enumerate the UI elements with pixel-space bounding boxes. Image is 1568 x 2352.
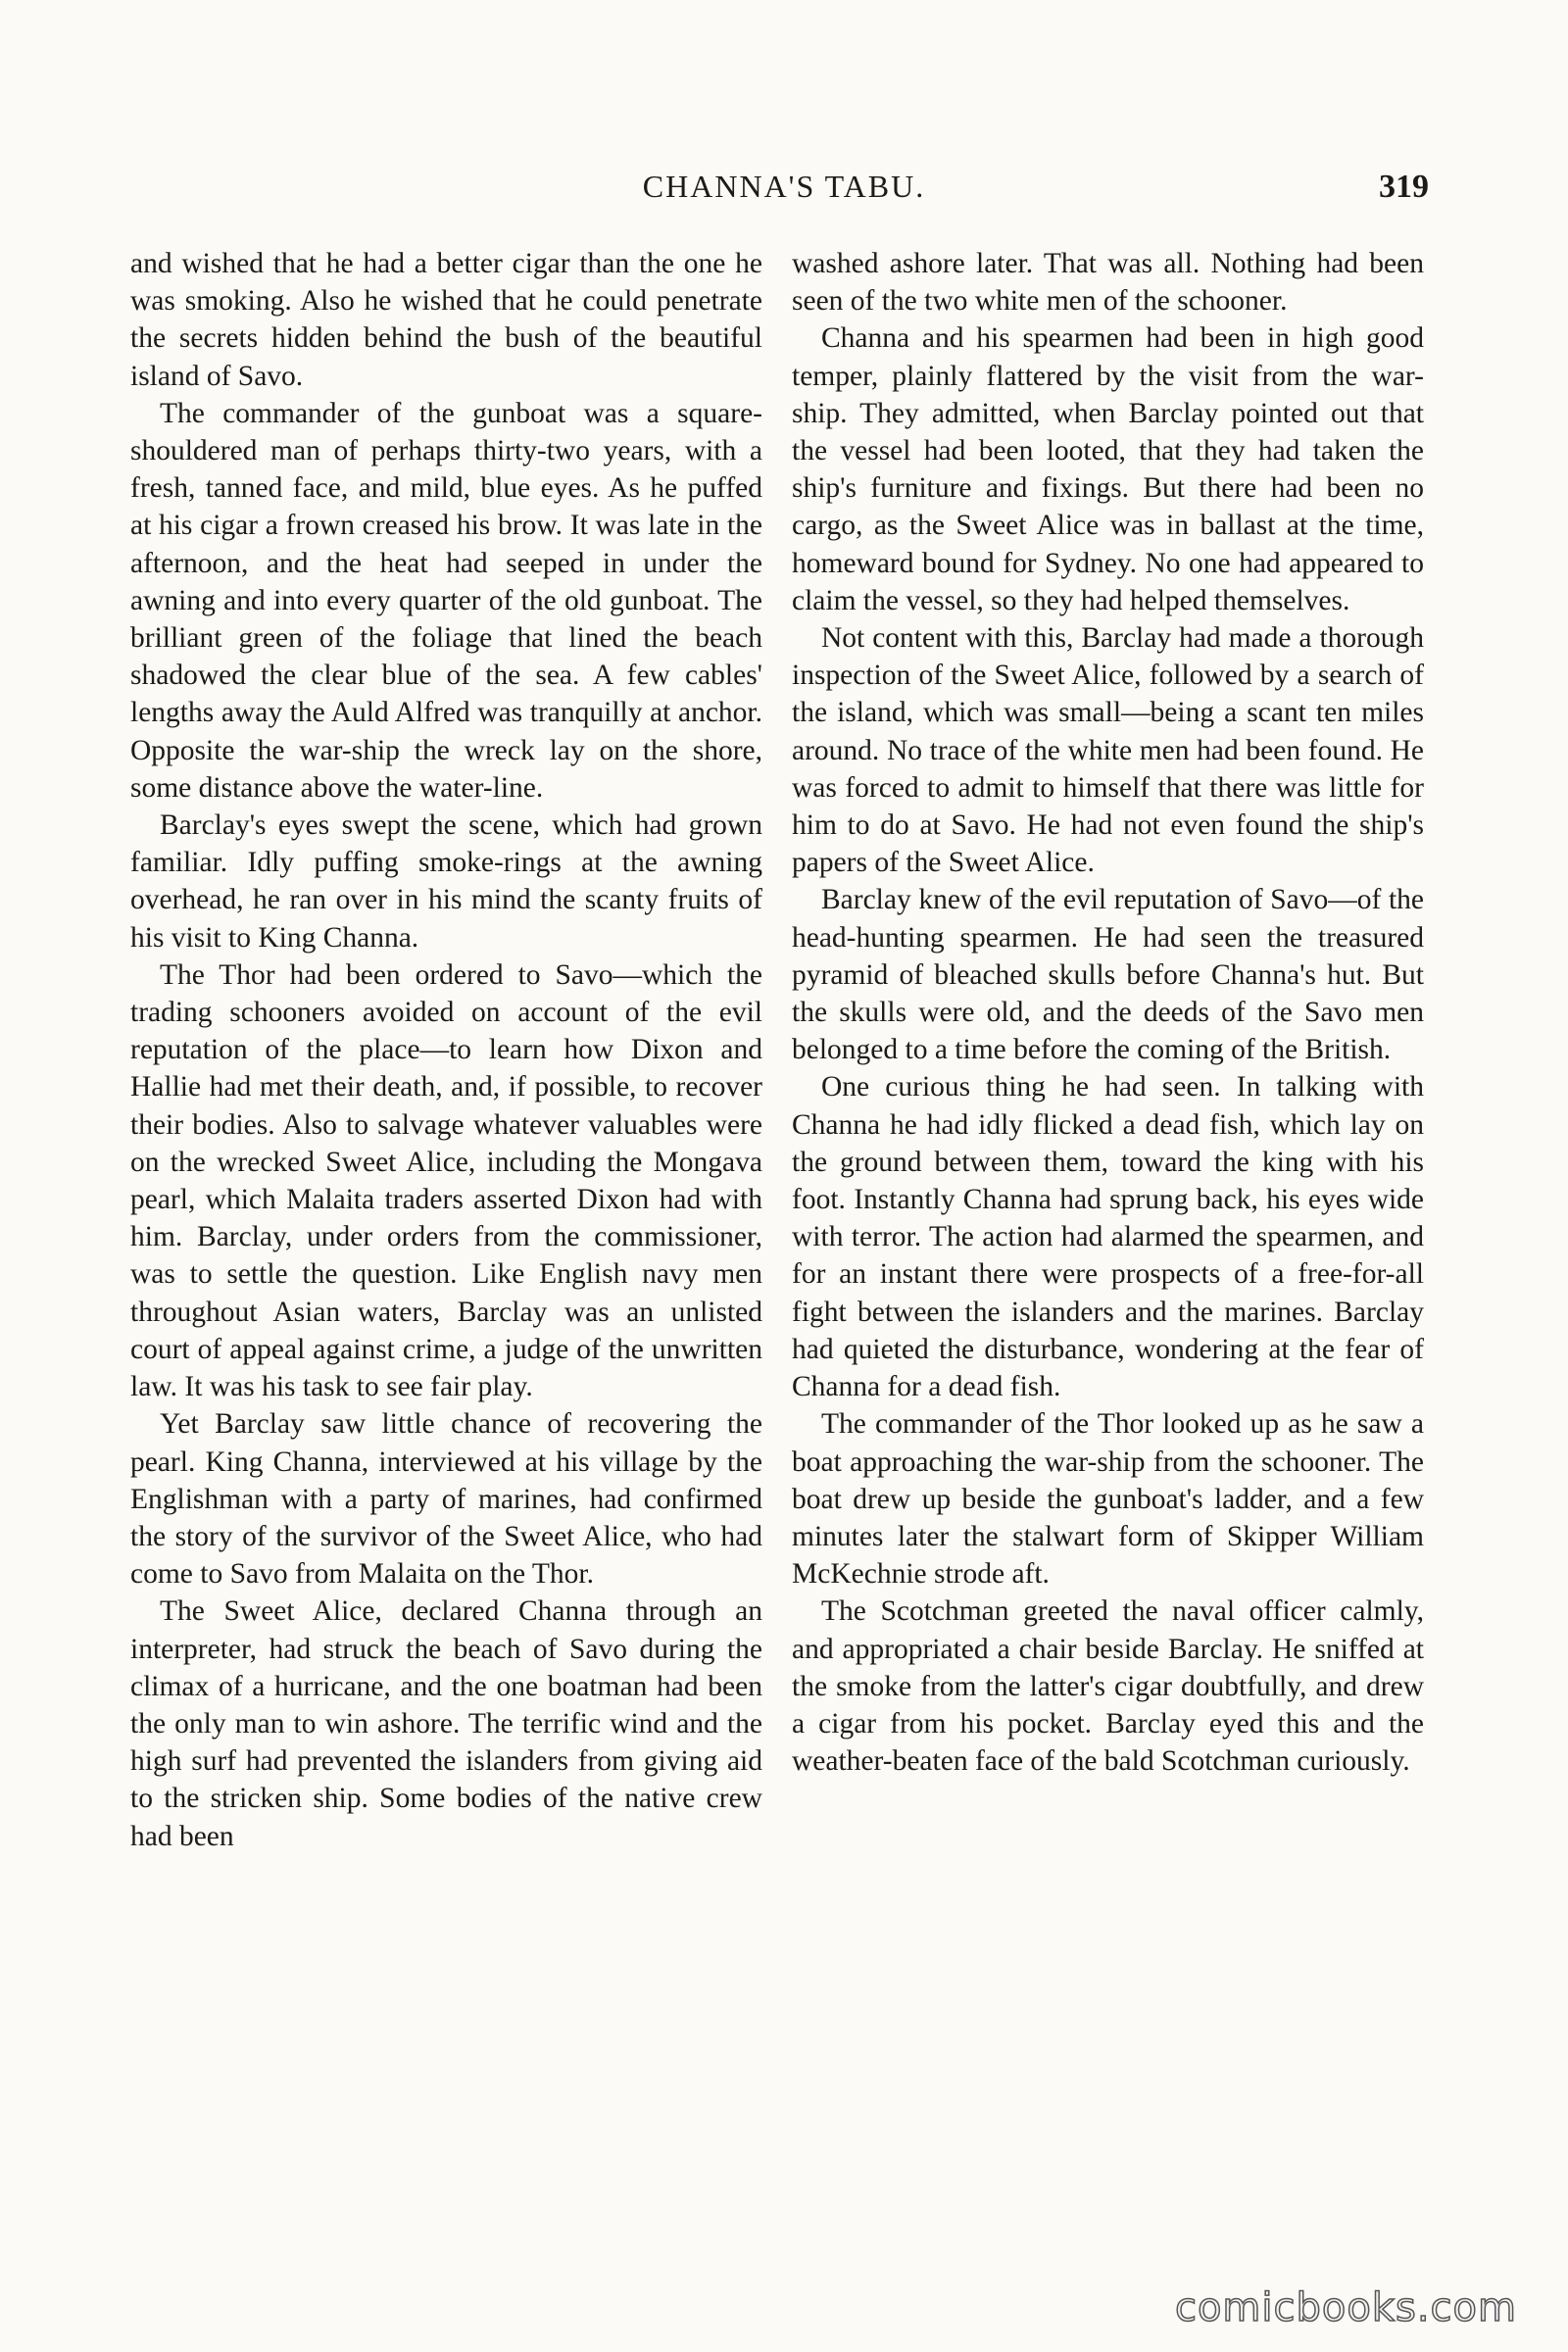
paragraph: and wished that he had a better cigar than the one he was smoking. Also he wished that he could penetrate the secrets hidden behind the bush of the beautiful island of Savo.	[130, 248, 762, 392]
paragraph: Barclay's eyes swept the scene, which had grown familiar. Idly puffing smoke-rings at the awning overhead, he ran over in his mind the scanty fruits of his visit to King Channa.	[130, 809, 762, 954]
paragraph: Barclay knew of the evil reputation of Savo—of the head-hunting spearmen. He had seen the treasured pyramid of bleached skulls before Channa's hut. But the skulls were old, and the deeds of the Savo men belonged to a time before the coming of the British.	[792, 884, 1424, 1066]
paragraph: Channa and his spearmen had been in high good temper, plainly flattered by the visit from the war-ship. They admitted, when Barclay pointed out that the vessel had been looted, that they had taken the ship's furniture and fixings. But there had been no cargo, as the Sweet Alice was in ballast at the time, homeward bound for Sydney. No one had appeared to claim the vessel, so they had helped themselves.	[792, 322, 1424, 616]
paragraph: The Thor had been ordered to Savo—which the trading schooners avoided on account of the evil reputation of the place—to learn how Dixon and Hallie had met their death, and, if possible, to recover their bodies. Also to salvage whatever valuables were on the wrecked Sweet Alice, including the Mongava pearl, which Malaita traders asserted Dixon had with him. Barclay, under orders from the commissioner, was to settle the question. Like English navy men throughout Asian waters, Barclay was an unlisted court of appeal against crime, a judge of the unwritten law. It was his task to see fair play.	[130, 958, 762, 1403]
page-header	[0, 169, 1568, 218]
paragraph: Not content with this, Barclay had made a thorough inspection of the Sweet Alice, followed by a search of the island, which was small—being a scant ten miles around. No trace of the white men had been found. He was forced to admit to himself that there was little for him to do at Savo. He had not even found the ship's papers of the Sweet Alice.	[792, 622, 1424, 879]
watermark: comicbooks.com	[1174, 2285, 1517, 2330]
paragraph: The commander of the Thor looked up as he saw a boat approaching the war-ship from the schooner. The boat drew up beside the gunboat's ladder, and a few minutes later the stalwart form of Skipper William McKechnie strode aft.	[792, 1408, 1424, 1591]
page-number: 319	[1379, 169, 1429, 205]
left-column	[130, 245, 762, 1855]
paragraph: The commander of the gunboat was a square-shouldered man of perhaps thirty-two years, with a fresh, tanned face, and mild, blue eyes. As he puffed at his cigar a frown creased his brow. It was late in the afternoon, and the heat had seeped in under the awning and into every quarter of the old gunboat. The brilliant green of the foliage that lined the beach shadowed the clear blue of the sea. A few cables' lengths away the Auld Alfred was tranquilly at anchor. Opposite the war-ship the wreck lay on the shore, some distance above the water-line.	[130, 397, 762, 804]
paragraph: washed ashore later. That was all. Nothing had been seen of the two white men of the schooner.	[792, 248, 1424, 318]
paragraph: The Sweet Alice, declared Channa through an interpreter, had struck the beach of Savo during the climax of a hurricane, and the one boatman had been the only man to win ashore. The terrific wind and the high surf had prevented the islanders from giving aid to the stricken ship. Some bodies of the native crew had been	[130, 1595, 762, 1852]
running-title: CHANNA'S TABU.	[642, 169, 926, 204]
paragraph: One curious thing he had seen. In talking with Channa he had idly flicked a dead fish, which lay on the ground between them, toward the king with his foot. Instantly Channa had sprung back, his eyes wide with terror. The action had alarmed the spearmen, and for an instant there were prospects of a free-for-all fight between the islanders and the marines. Barclay had quieted the disturbance, wondering at the fear of Channa for a dead fish.	[792, 1071, 1424, 1403]
paragraph: The Scotchman greeted the naval officer calmly, and appropriated a chair beside Barclay. He sniffed at the smoke from the latter's cigar doubtfully, and drew a cigar from his pocket. Barclay eyed this and the weather-beaten face of the bald Scotchman curiously.	[792, 1595, 1424, 1778]
right-column	[792, 245, 1424, 1780]
paragraph: Yet Barclay saw little chance of recovering the pearl. King Channa, interviewed at his village by the Englishman with a party of marines, had confirmed the story of the survivor of the Sweet Alice, who had come to Savo from Malaita on the Thor.	[130, 1408, 762, 1591]
